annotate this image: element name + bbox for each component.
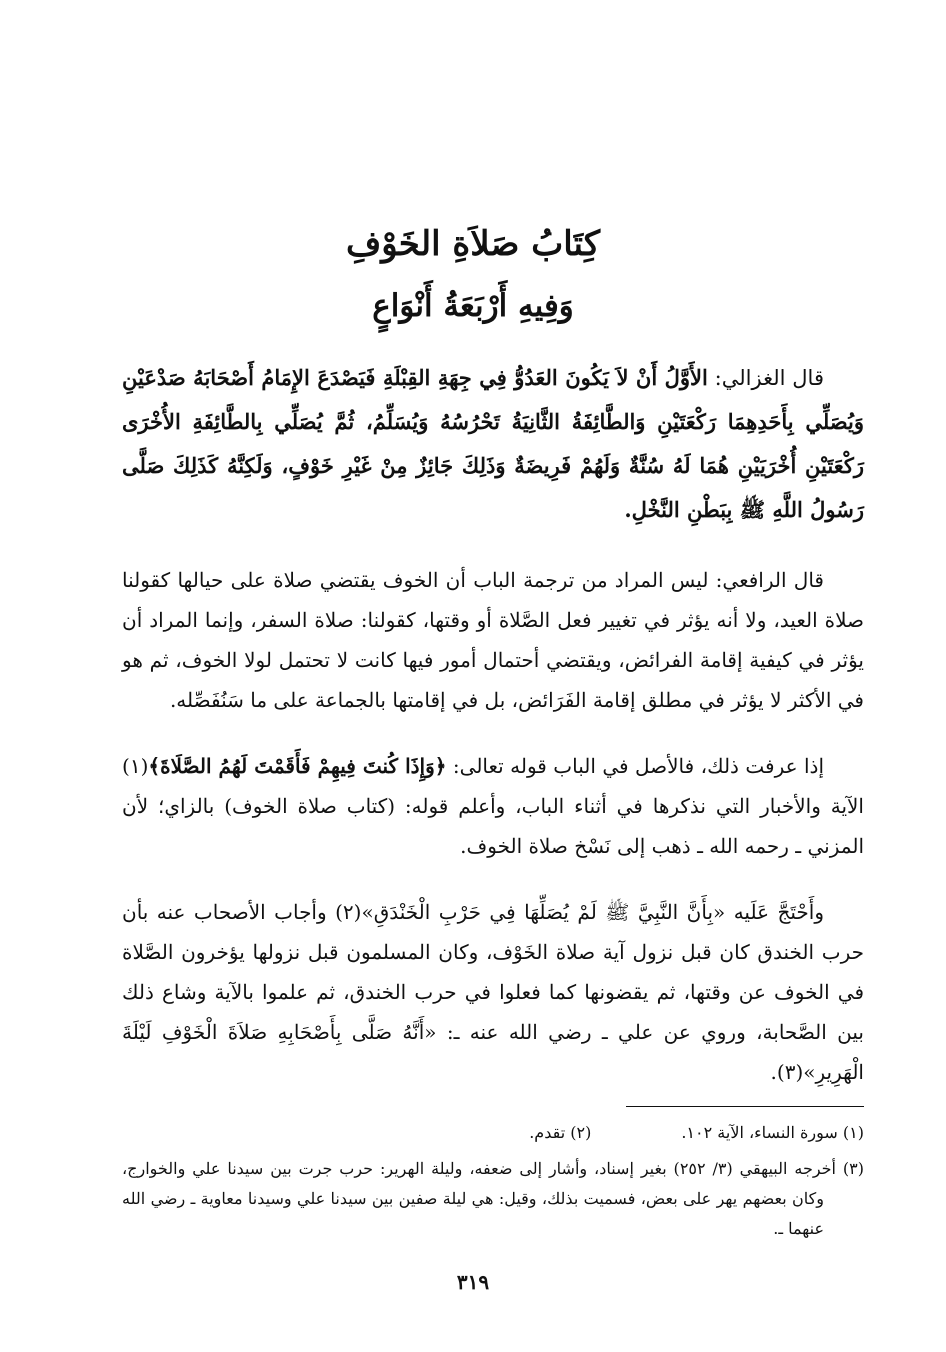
quran-paragraph	[122, 746, 864, 866]
quran-intro: إذا عرفت ذلك، فالأصل في الباب قوله تعالى:	[446, 754, 824, 778]
footnote-mark-2: (٢)	[335, 900, 362, 924]
main-text	[122, 356, 864, 1118]
footnote-1: (١) سورة النساء، الآية ١٠٢.	[681, 1123, 864, 1142]
footnote-mark-1: (١)	[122, 754, 149, 778]
footnote-mark-3: (٣)	[776, 1060, 804, 1084]
khandaq-part-2: وأجاب الأصحاب عنه بأن حرب الخندق كان قبل نزول آية صلاة الخَوْف، وكان المسلمون قبل نزولها يؤخرون الصَّلاة في الخوف عن وقتها، ثم يقضونها كما فعلوا في حرب الخندق، ثم علموا بالآية وشاع ذلك بين الصَّحابة، وروي عن علي ـ رضي الله عنه ـ:	[122, 900, 864, 1044]
chapter-subtitle: وَفِيهِ أَرْبَعَةُ أَنْوَاعٍ	[372, 288, 574, 324]
khandaq-paragraph	[122, 892, 864, 1092]
page-number: ٣١٩	[456, 1270, 490, 1294]
hadith-quote: «أَنَّهُ صَلَّى بِأَصْحَابِهِ صَلاَةَ الْخَوْفِ لَيْلَةَ الْهَرِيرِ»	[122, 1020, 864, 1084]
footnote-3: (٣) أخرجه البيهقي (٣/ ٢٥٢) بغير إسناد، وأشار إلى ضعفه، وليلة الهرير: حرب جرت بين سيدنا علي والخوارج، وكان بعضهم يهر على بعض، فسميت بذلك، وقيل: هي ليلة صفين بين سيدنا علي وسيدنا معاوية ـ رضي الله عنهما ـ.	[122, 1159, 864, 1238]
footnote-2: (٢) تقدم.	[529, 1123, 592, 1142]
footnotes	[122, 1118, 864, 1244]
paragraph-end: .	[770, 1060, 777, 1084]
quran-commentary: الآية والأخبار التي نذكرها في أثناء الباب، وأعلم قوله: (كتاب صلاة الخوف) بالزاي؛ لأن المزني ـ رحمه الله ـ ذهب إلى نَسْخ صلاة الخوف.	[122, 794, 864, 858]
rafii-paragraph: قال الرافعي: ليس المراد من ترجمة الباب أن الخوف يقتضي صلاة على حيالها كقولنا صلاة العيد، ولا أنه يؤثر في تغيير فعل الصَّلاة أو وقتها، كقولنا: صلاة السفر، وإنما المراد أن يؤثر في كيفية إقامة الفرائض، ويقتضي أحتمال أمور فيها كانت لا تحتمل لولا الخوف، ثم هو في الأكثر لا يؤثر في مطلق إقامة الفَرَائض، بل في إقامتها بالجماعة على ما سَنُفَصِّله.	[122, 568, 864, 712]
ghazali-text: الأَوَّلُ أَنْ لاَ يَكُونَ العَدُوُّ فِي جِهَةِ القِبْلَةِ فَيَصْدَعَ الإِمَامُ أَصْحَابَهُ صَدْعَيْنِ وَيُصَلِّي بِأَحَدِهِمَا رَكْعَتَيْنِ وَالطَّائِفَةُ الثَّانِيَةُ تَحْرُسُهُ وَيُسَلِّمُ، ثُمَّ يُصَلِّي بِالطَّائِفَةِ الأُخْرَى رَكْعَتَيْنِ أُخْرَيَيْنِ هُمَا لَهُ سُنَّةٌ وَلَهُمْ فَرِيضَةٌ وَذَلِكَ جَائِزٌ مِنْ غَيْرِ خَوْفٍ، وَلَكِنَّهُ كَذَلِكَ صَلَّى رَسُولُ اللَّهِ ﷺ بِبَطْنِ النَّخْلِ.	[122, 365, 864, 522]
ghazali-paragraph	[122, 356, 864, 532]
ghazali-intro: قال الغزالي:	[707, 366, 824, 390]
footnote-divider	[626, 1106, 864, 1107]
quran-verse: ﴿وَإِذَا كُنتَ فِيهِمْ فَأَقَمْتَ لَهُمُ الصَّلَاةَ﴾	[148, 754, 447, 778]
footnote-row	[122, 1118, 864, 1148]
khandaq-part-1: وأَحْتَجَّ عَلَيه «بِأَنَّ النَّبِيَّ ﷺ لَمْ يُصَلِّهَا فِي حَرْبِ الْخَنْدَقِ»	[361, 900, 824, 924]
chapter-title: كِتَابُ صَلاَةِ الخَوْفِ	[345, 224, 601, 264]
